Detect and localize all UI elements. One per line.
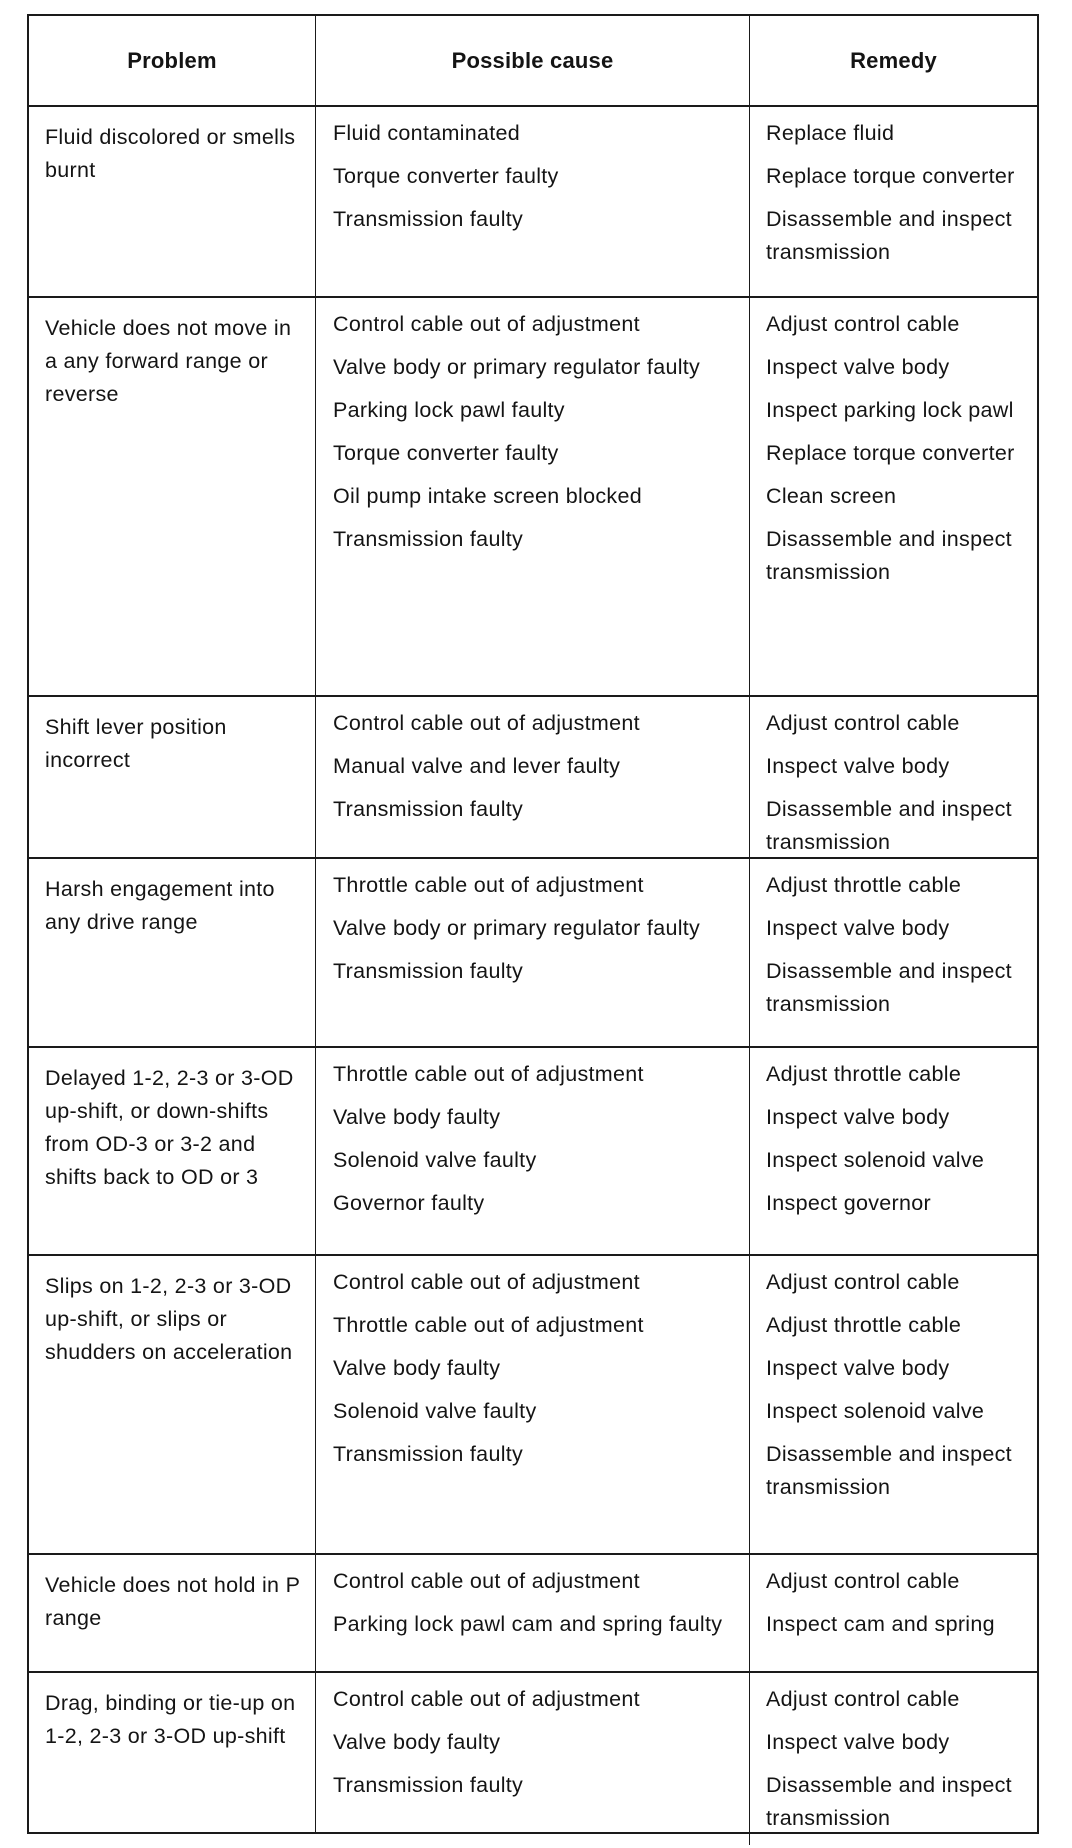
table-row <box>316 203 1037 279</box>
cause-column-spacer <box>316 1514 750 1553</box>
table-row <box>316 1352 1037 1395</box>
problem-text: Harsh engagement into any drive range <box>29 859 316 1046</box>
cause-remedy-list <box>316 1673 1037 1832</box>
remedy-cell: Replace torque converter <box>766 164 1015 188</box>
cause-remedy-list <box>316 1555 1037 1670</box>
table-row <box>316 1608 1037 1651</box>
table-row <box>316 1673 1037 1726</box>
problem-text: Slips on 1-2, 2-3 or 3-OD up-shift, or slips or shudders on acceleration <box>29 1256 316 1553</box>
table-row <box>316 1726 1037 1769</box>
table-row <box>316 955 1037 1031</box>
remedy-cell: Disassemble and inspect transmission <box>766 1442 1012 1500</box>
remedy-cell: Disassemble and inspect transmission <box>766 207 1012 264</box>
possible-cause-cell: Throttle cable out of adjustment <box>316 1309 750 1352</box>
table-row <box>316 1555 1037 1608</box>
possible-cause-cell: Control cable out of adjustment <box>316 1256 750 1309</box>
cause-column-spacer <box>316 599 750 694</box>
table-row <box>316 1256 1037 1309</box>
possible-cause-cell: Valve body faulty <box>316 1726 750 1769</box>
remedy-cell: Adjust control cable <box>766 1686 960 1711</box>
remedy-cell: Disassemble and inspect transmission <box>766 527 1012 585</box>
cause-remedy-list <box>316 298 1037 694</box>
possible-cause-cell: Transmission faulty <box>316 1438 750 1514</box>
table-row <box>316 912 1037 955</box>
problem-group <box>29 107 1037 298</box>
table-body <box>29 107 1037 1832</box>
possible-cause-cell: Throttle cable out of adjustment <box>316 859 750 912</box>
table-row <box>316 351 1037 394</box>
cause-remedy-list <box>316 107 1037 296</box>
table-row <box>316 1395 1037 1438</box>
possible-cause-cell: Valve body or primary regulator faulty <box>316 351 750 394</box>
column-filler <box>316 599 1037 694</box>
problem-group <box>29 1673 1037 1832</box>
cause-column-spacer <box>316 1230 750 1254</box>
possible-cause-cell: Torque converter faulty <box>316 437 750 480</box>
remedy-cell: Inspect valve body <box>766 1356 950 1381</box>
table-row <box>316 1144 1037 1187</box>
possible-cause-cell: Control cable out of adjustment <box>316 298 750 351</box>
cause-column-spacer <box>316 279 750 296</box>
table-row <box>316 480 1037 523</box>
header-possible-cause: Possible cause <box>316 16 750 105</box>
problem-group <box>29 1256 1037 1555</box>
remedy-cell: Replace fluid <box>766 121 895 145</box>
possible-cause-cell: Governor faulty <box>316 1187 750 1230</box>
remedy-cell: Adjust control cable <box>766 1569 960 1594</box>
column-filler <box>316 1031 1037 1046</box>
table-row <box>316 1769 1037 1845</box>
remedy-cell: Inspect valve body <box>766 1729 950 1754</box>
remedy-cell: Adjust control cable <box>766 1270 960 1295</box>
table-row <box>316 750 1037 793</box>
possible-cause-cell: Parking lock pawl faulty <box>316 394 750 437</box>
table-row <box>316 697 1037 750</box>
remedy-cell: Inspect valve body <box>766 916 950 941</box>
possible-cause-cell: Solenoid valve faulty <box>316 1395 750 1438</box>
remedy-column-spacer <box>750 1031 1037 1046</box>
problem-text: Vehicle does not move in a any forward range or reverse <box>29 298 316 694</box>
table-row <box>316 1309 1037 1352</box>
table-row <box>316 107 1037 160</box>
table-row <box>316 394 1037 437</box>
possible-cause-cell: Transmission faulty <box>316 523 750 599</box>
possible-cause-cell: Control cable out of adjustment <box>316 697 750 750</box>
problem-group <box>29 1555 1037 1672</box>
remedy-cell: Adjust control cable <box>766 312 960 337</box>
remedy-column-spacer <box>750 1230 1037 1254</box>
problem-group <box>29 859 1037 1048</box>
troubleshooting-table <box>27 14 1039 1834</box>
remedy-cell: Clean screen <box>766 484 897 509</box>
remedy-cell: Inspect valve body <box>766 753 950 778</box>
problem-text: Drag, binding or tie-up on 1-2, 2-3 or 3-OD up-shift <box>29 1673 316 1832</box>
table-row <box>316 793 1037 869</box>
table-row <box>316 298 1037 351</box>
table-row <box>316 1048 1037 1101</box>
remedy-cell: Adjust throttle cable <box>766 1313 962 1338</box>
possible-cause-cell: Valve body faulty <box>316 1352 750 1395</box>
remedy-cell: Adjust control cable <box>766 710 960 735</box>
column-filler <box>316 1230 1037 1254</box>
remedy-cell: Inspect solenoid valve <box>766 1399 985 1424</box>
table-row <box>316 437 1037 480</box>
remedy-cell: Inspect valve body <box>766 1104 950 1129</box>
possible-cause-cell: Solenoid valve faulty <box>316 1144 750 1187</box>
header-remedy: Remedy <box>850 47 937 73</box>
problem-group <box>29 697 1037 860</box>
cause-remedy-list <box>316 1048 1037 1254</box>
table-row <box>316 859 1037 912</box>
table-row <box>316 1187 1037 1230</box>
remedy-cell: Inspect solenoid valve <box>766 1147 985 1172</box>
remedy-cell: Replace torque converter <box>766 441 1015 466</box>
header-problem: Problem <box>29 16 316 105</box>
remedy-column-spacer <box>750 1651 1037 1670</box>
possible-cause-cell: Torque converter faulty <box>316 160 750 203</box>
remedy-column-spacer <box>750 279 1037 296</box>
possible-cause-cell: Manual valve and lever faulty <box>316 750 750 793</box>
problem-text: Vehicle does not hold in P range <box>29 1555 316 1670</box>
problem-group <box>29 1048 1037 1256</box>
remedy-cell: Inspect valve body <box>766 355 950 380</box>
problem-text: Fluid discolored or smells burnt <box>29 107 316 296</box>
table-row <box>316 1101 1037 1144</box>
remedy-cell: Inspect governor <box>766 1190 931 1215</box>
possible-cause-cell: Valve body faulty <box>316 1101 750 1144</box>
possible-cause-cell: Fluid contaminated <box>316 107 750 160</box>
table-row <box>316 523 1037 599</box>
remedy-column-spacer <box>750 1514 1037 1553</box>
possible-cause-cell: Transmission faulty <box>316 203 750 279</box>
remedy-cell: Inspect parking lock pawl <box>766 398 1014 423</box>
table-row <box>316 160 1037 203</box>
cause-column-spacer <box>316 1651 750 1670</box>
table-row <box>316 1438 1037 1514</box>
problem-group <box>29 298 1037 696</box>
cause-remedy-list <box>316 859 1037 1046</box>
remedy-cell: Disassemble and inspect transmission <box>766 796 1012 854</box>
possible-cause-cell: Parking lock pawl cam and spring faulty <box>316 1608 750 1651</box>
possible-cause-cell: Transmission faulty <box>316 1769 750 1845</box>
remedy-cell: Disassemble and inspect transmission <box>766 1772 1012 1830</box>
possible-cause-cell: Oil pump intake screen blocked <box>316 480 750 523</box>
column-filler <box>316 1651 1037 1670</box>
column-filler <box>316 279 1037 296</box>
remedy-column-spacer <box>750 599 1037 694</box>
possible-cause-cell: Transmission faulty <box>316 793 750 869</box>
remedy-cell: Inspect cam and spring <box>766 1612 995 1637</box>
possible-cause-cell: Control cable out of adjustment <box>316 1673 750 1726</box>
possible-cause-cell: Valve body or primary regulator faulty <box>316 912 750 955</box>
problem-text: Shift lever position incorrect <box>29 697 316 858</box>
cause-remedy-list <box>316 1256 1037 1553</box>
remedy-cell: Adjust throttle cable <box>766 873 962 898</box>
remedy-cell: Disassemble and inspect transmission <box>766 959 1012 1017</box>
table-header <box>29 16 1037 107</box>
possible-cause-cell: Transmission faulty <box>316 955 750 1031</box>
remedy-cell: Adjust throttle cable <box>766 1061 962 1086</box>
column-filler <box>316 1514 1037 1553</box>
possible-cause-cell: Throttle cable out of adjustment <box>316 1048 750 1101</box>
cause-remedy-list <box>316 697 1037 858</box>
problem-text: Delayed 1-2, 2-3 or 3-OD up-shift, or down-shifts from OD-3 or 3-2 and shifts back to OD or 3 <box>29 1048 316 1254</box>
cause-column-spacer <box>316 1031 750 1046</box>
possible-cause-cell: Control cable out of adjustment <box>316 1555 750 1608</box>
